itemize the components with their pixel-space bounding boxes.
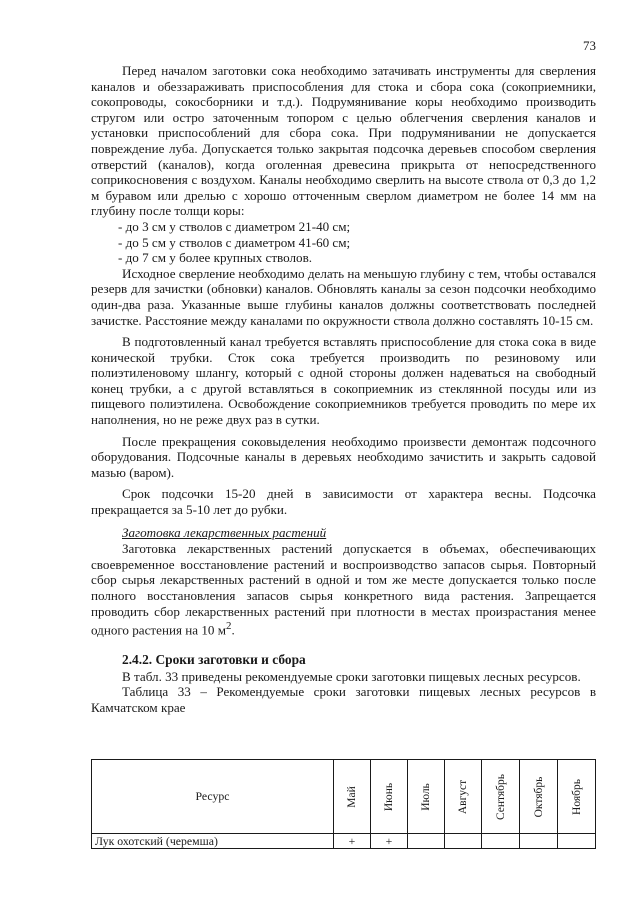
page-number: 73 — [583, 38, 596, 53]
column-header-month: Июль — [408, 760, 445, 834]
paragraph-dismantling: После прекращения соковыделения необходимо произвести демонтаж подсочного оборудования. Подсочные каналы в деревьях необходимо зачистить и закрыть садовой мазью (варом). — [91, 433, 596, 480]
paragraph-section-intro: В табл. 33 приведены рекомендуемые сроки заготовки пищевых лесных ресурсов. — [122, 668, 581, 684]
table-header-row — [92, 760, 596, 834]
table-cell-mark — [482, 834, 520, 849]
list-item: - до 3 см у стволов с диаметром 21-40 см; — [118, 218, 351, 234]
table-row — [92, 834, 596, 849]
paragraph-sap-drainage: В подготовленный канал требуется вставлять приспособление для стока сока в виде конической трубки. Сток сока требуется производить по резиновому или полиэтиленовому шлангу, который с одной стороны должен надеваться на свободный конец трубки, а с другой вставляться в сокоприемник из стеклянной посуды или из пищевого полиэтилена. Освобождение сокоприемников требуется проводить по мере их наполнения, но не реже двух раз в сутки. — [91, 334, 596, 428]
list-item: - до 5 см у стволов с диаметром 41-60 см; — [118, 234, 351, 250]
section-title: 2.4.2. Сроки заготовки и сбора — [122, 652, 306, 668]
table-cell-mark — [445, 834, 482, 849]
harvest-terms-table — [91, 759, 596, 849]
table-cell-mark — [558, 834, 596, 849]
medicinal-text: Заготовка лекарственных растений допускается в объемах, обеспечивающих своевременное восстановление растений и воспроизводство запасов сырья. Повторный сбор сырья лекарственных растений в одной и том же месте допускается только после полного восстановления запасов сырья конкретного вида растения. Запрещается проводить сбор лекарственных растений при плотности в местах произрастания менее одного растения на 10 м — [91, 541, 596, 638]
column-header-resource: Ресурс — [92, 760, 334, 834]
paragraph-initial-drilling: Исходное сверление необходимо делать на меньшую глубину с тем, чтобы оставался резерв для зачистки (обновки) каналов. Обновлять каналы за сезон подсочки необходимо один-два раза. Указанные выше глубины каналов должны соответствовать последней зачистке. Расстояние между каналами по окружности ствола должно составлять 10-15 см. — [91, 265, 596, 328]
column-header-month: Май — [334, 760, 371, 834]
superscript-square: 2 — [226, 620, 232, 633]
table-caption: Таблица 33 – Рекомендуемые сроки заготовки пищевых лесных ресурсов в Камчатском крае — [91, 684, 596, 715]
page-body — [91, 63, 596, 716]
table-cell-mark: + — [334, 834, 371, 849]
table-cell-resource: Лук охотский (черемша) — [92, 834, 334, 849]
paragraph-medicinal-plants — [91, 541, 596, 638]
column-header-month: Июнь — [371, 760, 408, 834]
table-cell-mark — [408, 834, 445, 849]
subheading-medicinal-plants: Заготовка лекарственных растений — [122, 524, 327, 540]
paragraph-juice-preparation: Перед началом заготовки сока необходимо затачивать инструменты для сверления каналов и обеззараживать приспособления для стока и сбора сока (сокоприемники, сокопроводы, сокосборники и т.д.). Подрумянивание коры необходимо производить стругом или остро заточенным топором с целью облегчения сверления каналов и установки приспособлений для сбора сока. При подрумянивании не допускается повреждение луба. Допускается только закрытая подсочка деревьев способом сверления отверстий (каналов), когда оголенная древесина прикрыта от непосредственного соприкосновения с воздухом. Каналы необходимо сверлить на высоте ствола от 0,3 до 1,2 м буравом или дрелью с хорошо отточенным сверлом диаметром не более 14 мм на глубину после толщи коры: — [91, 63, 596, 219]
table-cell-mark — [520, 834, 558, 849]
table-cell-mark: + — [371, 834, 408, 849]
column-header-month: Октябрь — [520, 760, 558, 834]
column-header-month: Ноябрь — [558, 760, 596, 834]
drilling-depth-list — [91, 219, 596, 266]
list-item: - до 7 см у более крупных стволов. — [118, 250, 313, 266]
medicinal-text-end: . — [231, 622, 235, 638]
column-header-month: Сентябрь — [482, 760, 520, 834]
paragraph-tapping-period: Срок подсочки 15-20 дней в зависимости от характера весны. Подсочка прекращается за 5-10 лет до рубки. — [91, 486, 596, 518]
column-header-month: Август — [445, 760, 482, 834]
